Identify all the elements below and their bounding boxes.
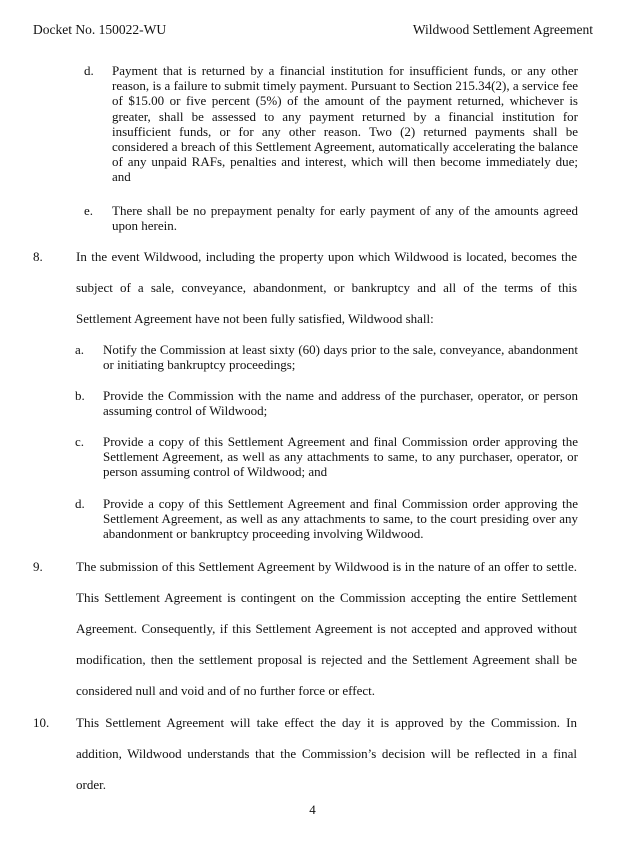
list-item (75, 434, 578, 482)
paragraph-number: 9. (33, 559, 43, 574)
document-title: Wildwood Settlement Agreement (412, 22, 593, 37)
list-item (75, 388, 578, 420)
item-text: There shall be no prepayment penalty for early payment of any of the amounts agreed upon herein. (112, 203, 578, 234)
item-text: Notify the Commission at least sixty (60) days prior to the sale, conveyance, abandonment or initiating bankruptcy proceedings; (103, 342, 578, 373)
paragraph-number: 10. (33, 715, 50, 730)
page-header (33, 22, 593, 40)
item-letter: b. (75, 388, 85, 403)
item-text: Provide a copy of this Settlement Agreement and final Commission order approving the Settlement Agreement, as well as any attachments to same, to any purchaser, operator, or person assuming control of Wildwood; and (103, 434, 578, 480)
list-item (75, 342, 578, 374)
paragraph-number: 8. (33, 249, 43, 264)
paragraph-text: In the event Wildwood, including the property upon which Wildwood is located, becomes the subject of a sale, conveyance, abandonment, or bankruptcy and all of the terms of this Settlement Agreement have not been fully satisfied, Wildwood shall: (76, 249, 577, 326)
list-item (84, 63, 578, 189)
item-letter: c. (75, 434, 85, 449)
item-text: Provide the Commission with the name and address of the purchaser, operator, or person assuming control of Wildwood; (103, 388, 578, 419)
docket-number: Docket No. 150022-WU (33, 22, 167, 37)
item-letter: d. (84, 63, 94, 78)
item-text: Provide a copy of this Settlement Agreement and final Commission order approving the Settlement Agreement, as well as any attachments to same, to the court presiding over any abandonment or bankruptcy proceeding involving Wildwood. (103, 496, 578, 542)
paragraph-text: This Settlement Agreement will take effect the day it is approved by the Commission. In addition, Wildwood understands that the Commission’s decision will be reflected in a final order. (76, 715, 577, 792)
item-letter: e. (84, 203, 94, 218)
item-text: Payment that is returned by a financial institution for insufficient funds, or any other reason, is a failure to submit timely payment. Pursuant to Section 215.34(2), a service fee of $15.00 or five percent (5%) of the amount of the payment returned, whichever is greater, shall be assessed to any payment returned by a financial institution for insufficient funds, or for any other reason. Two (2) returned payments shall be considered a breach of this Settlement Agreement, automatically accelerating the balance of any unpaid RAFs, penalties and interest, which will then become immediately due; and (112, 63, 578, 185)
item-letter: d. (75, 496, 85, 511)
list-item (75, 496, 578, 544)
page-number: 4 (309, 802, 316, 817)
item-letter: a. (75, 342, 85, 357)
paragraph-8 (33, 241, 577, 337)
list-item (84, 203, 578, 235)
paragraph-9 (33, 551, 577, 709)
paragraph-text: The submission of this Settlement Agreement by Wildwood is in the nature of an offer to settle. This Settlement Agreement is contingent on the Commission accepting the entire Settlement Agreement. Consequently, if this Settlement Agreement is not accepted and approved without modification, then the settlement proposal is rejected and the Settlement Agreement shall be considered null and void and of no further force or effect. (76, 559, 577, 698)
paragraph-10 (33, 707, 577, 803)
